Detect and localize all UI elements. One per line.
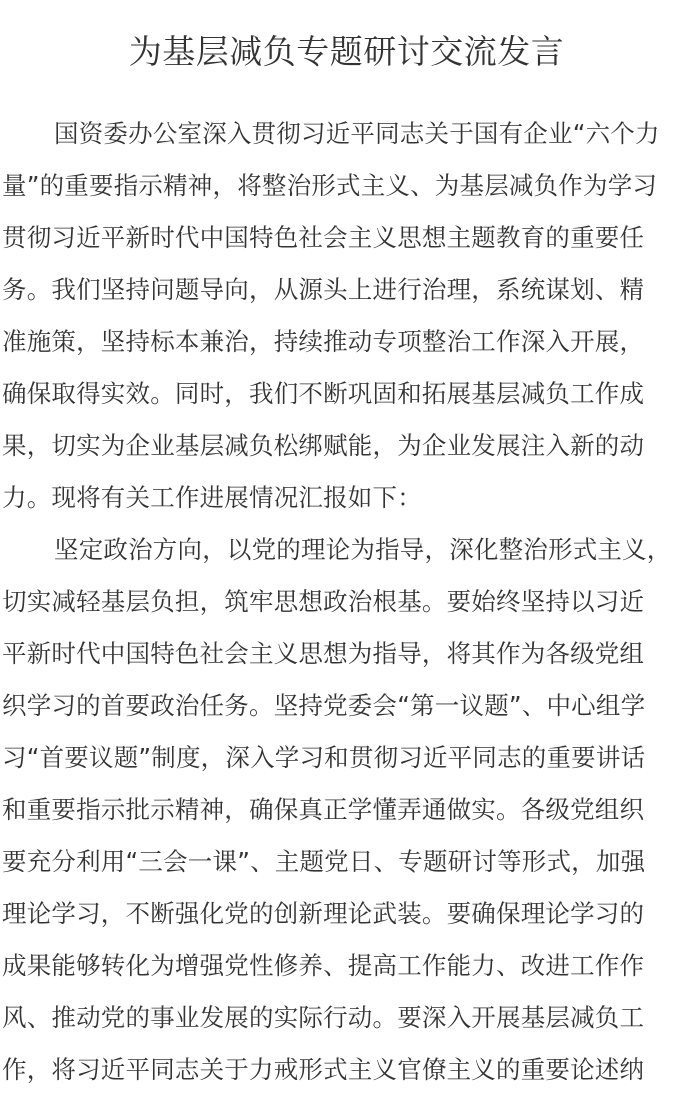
paragraph-2-line-6: 和重要指示批示精神，确保真正学懂弄通做实。各级党组织 [2, 795, 645, 824]
paragraph-2-line-3: 平新时代中国特色社会主义思想为指导，将其作为各级党组 [2, 639, 645, 668]
paragraph-1-line-3: 贯彻习近平新时代中国特色社会主义思想主题教育的重要任 [2, 223, 645, 252]
document-title: 为基层减负专题研讨交流发言 [128, 32, 565, 71]
paragraph-2-line-10: 风、推动党的事业发展的实际行动。要深入开展基层减负工 [2, 1003, 645, 1032]
paragraph-2-line-1: 坚定政治方向，以党的理论为指导，深化整治形式主义， [54, 535, 672, 564]
paragraph-2-line-5: 习“首要议题”制度，深入学习和贯彻习近平同志的重要讲话 [2, 743, 646, 772]
paragraph-2-line-4: 织学习的首要政治任务。坚持党委会“第一议题”、中心组学 [2, 691, 646, 720]
paragraph-1-line-5: 准施策，坚持标本兼治，持续推动专项整治工作深入开展， [2, 327, 645, 356]
paragraph-1-line-6: 确保取得实效。同时，我们不断巩固和拓展基层减负工作成 [2, 379, 645, 408]
paragraph-1-line-7: 果，切实为企业基层减负松绑赋能，为企业发展注入新的动 [2, 431, 645, 460]
document-body [2, 108, 693, 1096]
paragraph-1-line-2: 量”的重要指示精神，将整治形式主义、为基层减负作为学习 [2, 171, 658, 200]
paragraph-2-line-7: 要充分利用“三会一课”、主题党日、专题研讨等形式，加强 [2, 847, 646, 876]
paragraph-2-line-2: 切实减轻基层负担，筑牢思想政治根基。要始终坚持以习近 [2, 587, 645, 616]
paragraph-1-line-1: 国资委办公室深入贯彻习近平同志关于国有企业“六个力 [54, 119, 660, 148]
paragraph-2-line-11: 作，将习近平同志关于力戒形式主义官僚主义的重要论述纳 [2, 1055, 645, 1084]
paragraph-1-line-8: 力。现将有关工作进展情况汇报如下： [2, 483, 422, 512]
paragraph-2-line-9: 成果能够转化为增强党性修养、提高工作能力、改进工作作 [2, 951, 645, 980]
paragraph-2-line-8: 理论学习，不断强化党的创新理论武装。要确保理论学习的 [2, 899, 645, 928]
paragraph-1-line-4: 务。我们坚持问题导向，从源头上进行治理，系统谋划、精 [2, 275, 645, 304]
